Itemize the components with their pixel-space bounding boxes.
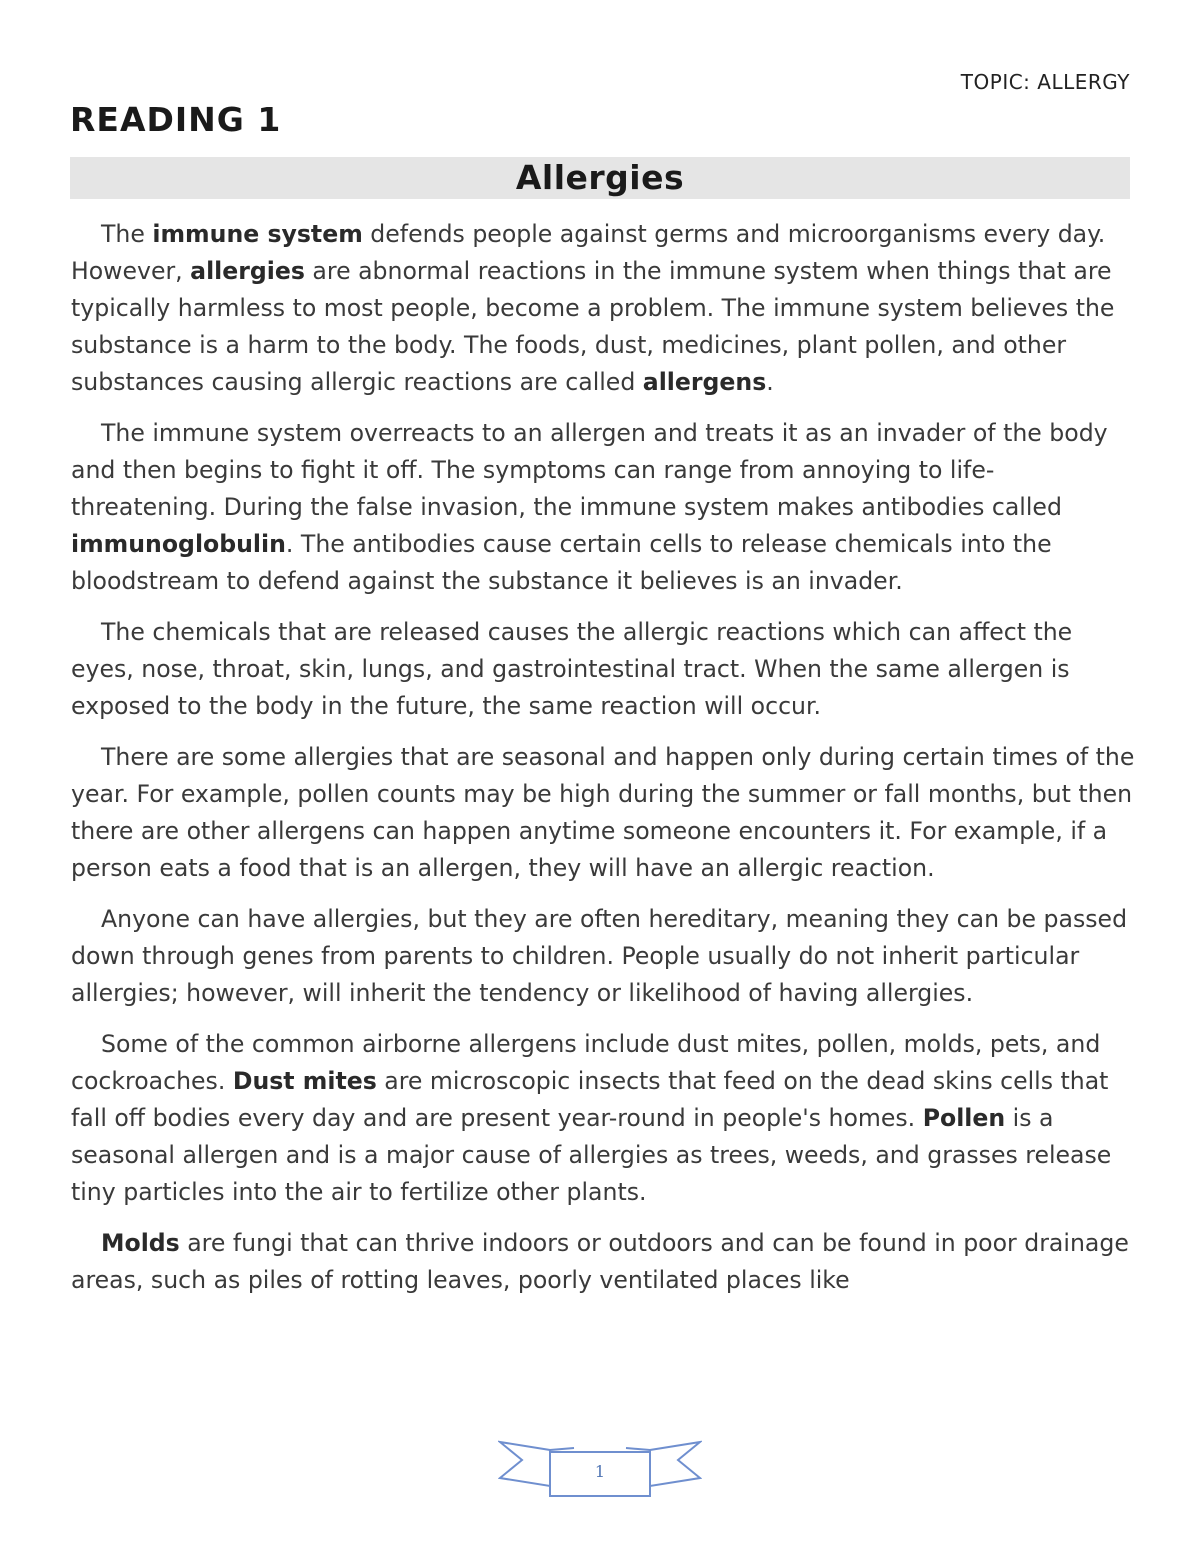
text-run: The immune system overreacts to an allergen and treats it as an invader of the body and then begins to fight it off. The symptoms can range from annoying to life-threatening. During the false invasion, the immune system makes antibodies called [71, 419, 1108, 521]
reading-heading: READING 1 [70, 100, 282, 139]
text-run: Some of the common airborne allergens include dust mites, pollen, molds, pets, and cockroaches. [71, 1030, 1101, 1095]
text-run: There are some allergies that are seasonal and happen only during certain times of the year. For example, pollen counts may be high during the summer or fall months, but then there are other allergens can happen anytime someone encounters it. For example, if a person eats a food that is an allergen, they will have an allergic reaction. [71, 743, 1135, 882]
bold-term: immunoglobulin [71, 530, 286, 558]
page-title: Allergies [515, 158, 685, 197]
bold-term: immune system [152, 220, 363, 248]
text-run: defends people against germs and microorganisms every day. However, [71, 220, 1106, 285]
text-run: are microscopic insects that feed on the dead skins cells that fall off bodies every day and are present year-round in people's homes. [71, 1067, 1109, 1132]
paragraph [71, 739, 1135, 887]
text-run: The [101, 220, 153, 248]
bold-term: allergens [642, 368, 767, 396]
article-body [71, 216, 1135, 1313]
page-number-ribbon [498, 1438, 702, 1500]
text-run: are fungi that can thrive indoors or outdoors and can be found in poor drainage areas, such as piles of rotting leaves, poorly ventilated places like [71, 1229, 1129, 1294]
bold-term: Dust mites [232, 1067, 377, 1095]
text-run: are abnormal reactions in the immune system when things that are typically harmless to most people, become a problem. The immune system believes the substance is a harm to the body. The foods, dust, medicines, plant pollen, and other substances causing allergic reactions are called [71, 257, 1115, 396]
paragraph [71, 614, 1135, 725]
text-run: The chemicals that are released causes the allergic reactions which can affect the eyes, nose, throat, skin, lungs, and gastrointestinal tract. When the same allergen is exposed to the body in the future, the same reaction will occur. [71, 618, 1073, 720]
bold-term: Molds [101, 1229, 180, 1257]
paragraph [71, 1225, 1135, 1299]
text-run: Anyone can have allergies, but they are often hereditary, meaning they can be passed down through genes from parents to children. People usually do not inherit particular allergies; however, will inherit the tendency or likelihood of having allergies. [71, 905, 1128, 1007]
paragraph [71, 1026, 1135, 1211]
title-bar [70, 157, 1130, 199]
text-run: . The antibodies cause certain cells to release chemicals into the bloodstream to defend against the substance it believes is an invader. [71, 530, 1052, 595]
bold-term: Pollen [922, 1104, 1006, 1132]
bold-term: allergies [190, 257, 305, 285]
text-run: is a seasonal allergen and is a major cause of allergies as trees, weeds, and grasses release tiny particles into the air to fertilize other plants. [71, 1104, 1112, 1206]
paragraph [71, 415, 1135, 600]
page-number: 1 [594, 1462, 606, 1481]
topic-label: TOPIC: ALLERGY [960, 70, 1130, 94]
paragraph [71, 901, 1135, 1012]
paragraph [71, 216, 1135, 401]
text-run: . [766, 368, 774, 396]
